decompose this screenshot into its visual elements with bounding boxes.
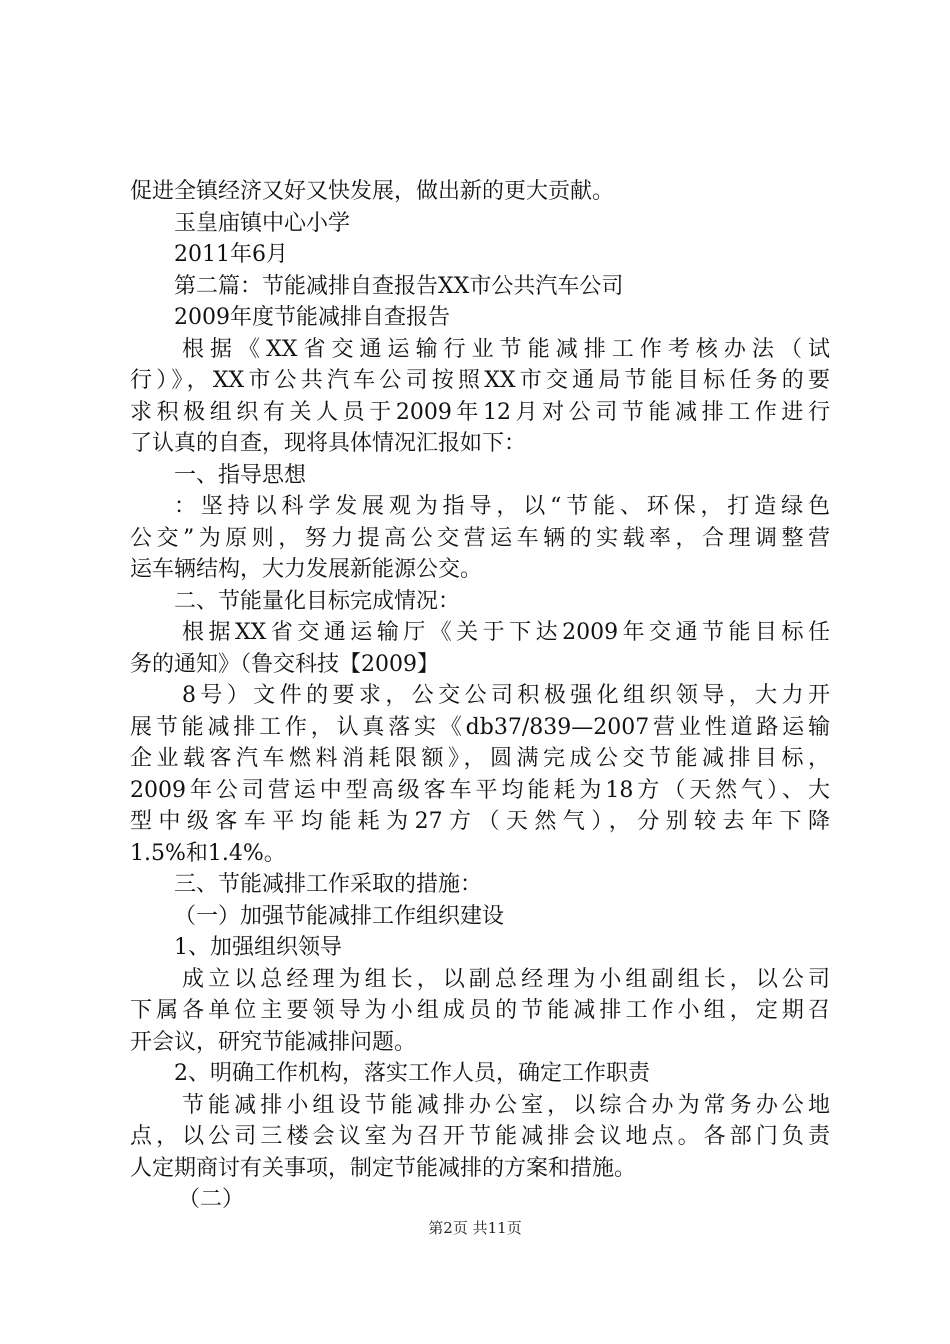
text-line: 根据XX省交通运输厅《关于下达2009年交通节能目标任 bbox=[182, 620, 830, 645]
subsection-heading: 2、明确工作机构，落实工作人员，确定工作职责 bbox=[174, 1061, 650, 1086]
subsection-heading: 1、加强组织领导 bbox=[174, 935, 342, 960]
text-line: 行）》，XX市公共汽车公司按照XX市交通局节能目标任务的要 bbox=[130, 368, 830, 393]
text-line: 8号）文件的要求，公交公司积极强化组织领导，大力开 bbox=[182, 683, 830, 708]
text-line: 促进全镇经济又好又快发展，做出新的更大贡献。 bbox=[130, 179, 615, 204]
text-line: 下属各单位主要领导为小组成员的节能减排工作小组，定期召 bbox=[130, 998, 830, 1023]
text-line: 第二篇：节能减排自查报告XX市公共汽车公司 bbox=[174, 273, 624, 299]
text-line: 人定期商讨有关事项，制定节能减排的方案和措施。 bbox=[130, 1155, 637, 1181]
text-line: 2009年公司营运中型高级客车平均能耗为18方（天然气）、大 bbox=[130, 777, 830, 803]
text-line: 点，以公司三楼会议室为召开节能减排会议地点。各部门负责 bbox=[130, 1124, 830, 1149]
section-heading: 二、节能量化目标完成情况： bbox=[174, 588, 461, 614]
text-line: 开会议，研究节能减排问题。 bbox=[130, 1029, 417, 1055]
text-line: 根据《XX省交通运输行业节能减排工作考核办法（试 bbox=[182, 336, 830, 362]
text-line: 1.5%和1.4%。 bbox=[130, 840, 286, 866]
text-line: 展节能减排工作，认真落实《db37/839—2007营业性道路运输 bbox=[130, 714, 830, 740]
section-heading: 三、节能减排工作采取的措施： bbox=[174, 872, 483, 897]
text-line: 玉皇庙镇中心小学 bbox=[174, 210, 351, 236]
text-line: 了认真的自查，现将具体情况汇报如下： bbox=[130, 431, 527, 456]
subsection-heading: （一）加强节能减排工作组织建设 bbox=[174, 903, 505, 929]
text-line: 2009年度节能减排自查报告 bbox=[174, 305, 450, 330]
text-line: 公交”为原则，努力提高公交营运车辆的实载率，合理调整营 bbox=[130, 525, 830, 551]
subsection-heading: （二） bbox=[178, 1187, 245, 1212]
page-number: 第2页 共11页 bbox=[428, 1219, 522, 1237]
document-body bbox=[130, 176, 830, 1216]
text-line: ：坚持以科学发展观为指导，以“节能、环保，打造绿色 bbox=[174, 494, 830, 519]
section-heading: 一、指导思想 bbox=[174, 462, 307, 488]
text-line: 企业载客汽车燃料消耗限额》，圆满完成公交节能减排目标， bbox=[130, 746, 830, 771]
text-line: 型中级客车平均能耗为27方（天然气），分别较去年下降 bbox=[130, 809, 830, 834]
text-line: 2011年6月 bbox=[174, 242, 288, 267]
text-line: 运车辆结构，大力发展新能源公交。 bbox=[130, 557, 483, 582]
text-line: 成立以总经理为组长，以副总经理为小组副组长，以公司 bbox=[182, 966, 830, 992]
text-line: 务的通知》（鲁交科技【2009】 bbox=[130, 651, 439, 677]
text-line: 节能减排小组设节能减排办公室，以综合办为常务办公地 bbox=[182, 1092, 830, 1118]
text-line: 求积极组织有关人员于2009年12月对公司节能减排工作进行 bbox=[130, 399, 830, 425]
